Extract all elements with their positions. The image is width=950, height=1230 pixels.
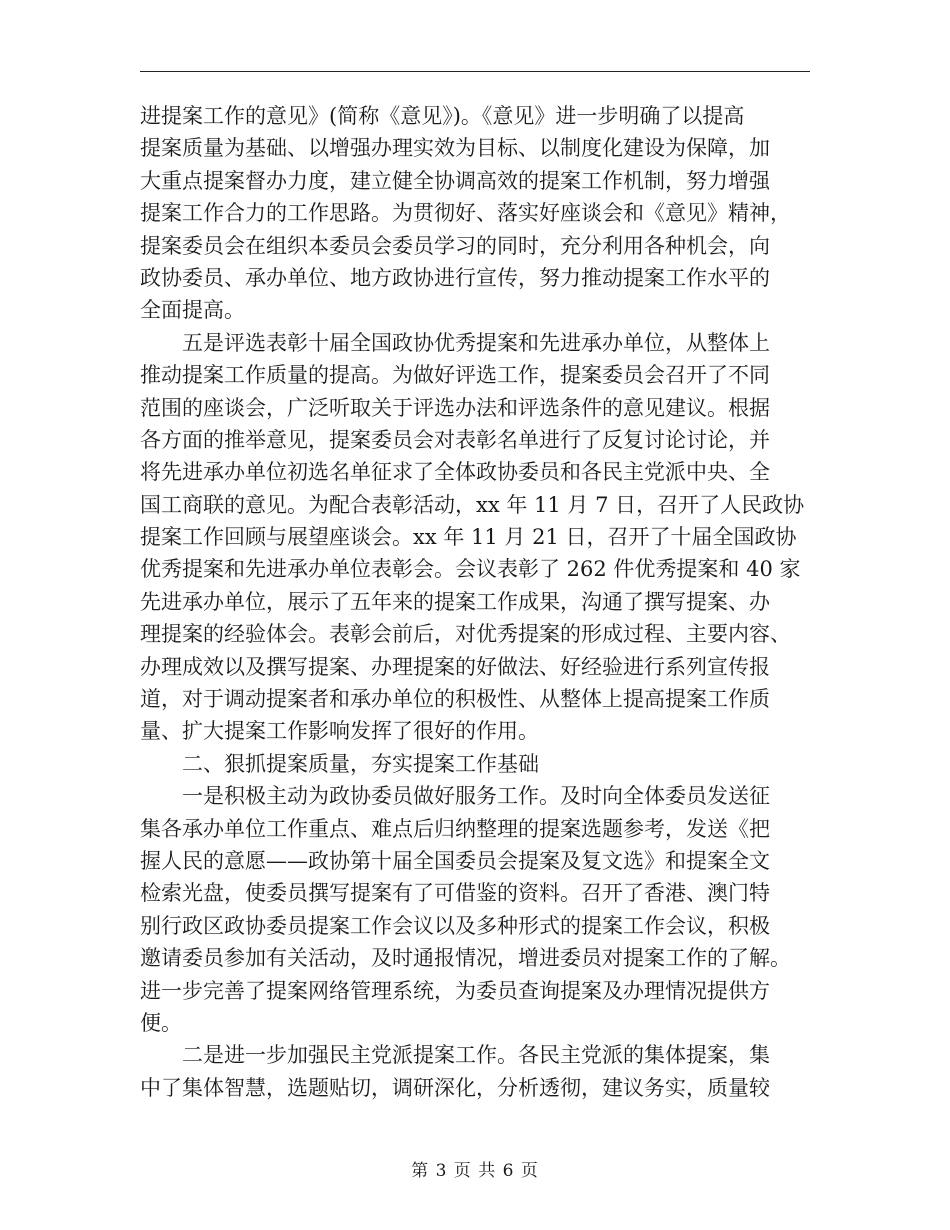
text-line: 提案质量为基础、以增强办理实效为目标、以制度化建设为保障，加 [140,136,770,161]
text-line: 五是评选表彰十届全国政协优秀提案和先进承办单位，从整体上 [140,330,770,355]
text-line: 邀请委员参加有关活动，及时通报情况，增进委员对提案工作的了解。 [140,946,791,971]
page-number-footer: 第 3 页 共 6 页 [411,1161,539,1181]
section-heading: 二、狠抓提案质量，夯实提案工作基础 [140,751,539,776]
text-line: 便。 [140,1010,182,1035]
text-line: 优秀提案和先进承办单位表彰会。会议表彰了 262 件优秀提案和 40 家 [140,557,801,582]
text-line: 提案工作回顾与展望座谈会。xx 年 11 月 21 日，召开了十届全国政协 [140,525,797,550]
text-line: 将先进承办单位初选名单征求了全体政协委员和各民主党派中央、全 [140,460,770,485]
text-line: 大重点提案督办力度，建立健全协调高效的提案工作机制，努力增强 [140,168,770,193]
text-line: 中了集体智慧，选题贴切，调研深化，分析透彻，建议务实，质量较 [140,1075,770,1100]
text-line: 一是积极主动为政协委员做好服务工作。及时向全体委员发送征 [140,784,770,809]
text-line: 推动提案工作质量的提高。为做好评选工作，提案委员会召开了不同 [140,363,770,388]
text-line: 各方面的推举意见，提案委员会对表彰名单进行了反复讨论讨论，并 [140,427,770,452]
header-rule [140,71,810,72]
text-line: 办理成效以及撰写提案、办理提案的好做法、好经验进行系列宣传报 [140,654,770,679]
text-line: 全面提高。 [140,298,245,323]
text-line: 进提案工作的意见》(简称《意见》)。《意见》进一步明确了以提高 [140,104,745,128]
text-line: 先进承办单位，展示了五年来的提案工作成果，沟通了撰写提案、办 [140,589,770,614]
text-line: 握人民的意愿——政协第十届全国委员会提案及复文选》和提案全文 [140,848,770,873]
text-line: 提案工作合力的工作思路。为贯彻好、落实好座谈会和《意见》精神， [140,201,791,226]
text-line: 道，对于调动提案者和承办单位的积极性、从整体上提高提案工作质 [140,687,770,712]
text-line: 别行政区政协委员提案工作会议以及多种形式的提案工作会议，积极 [140,913,770,938]
text-line: 提案委员会在组织本委员会委员学习的同时，充分利用各种机会，向 [140,233,770,258]
text-line: 量、扩大提案工作影响发挥了很好的作用。 [140,719,539,744]
text-line: 国工商联的意见。为配合表彰活动，xx 年 11 月 7 日，召开了人民政协 [140,492,805,517]
text-line: 二是进一步加强民主党派提案工作。各民主党派的集体提案，集 [140,1043,770,1068]
text-line: 政协委员、承办单位、地方政协进行宣传，努力推动提案工作水平的 [140,265,770,290]
text-line: 检索光盘，使委员撰写提案有了可借鉴的资料。召开了香港、澳门特 [140,881,770,906]
text-line: 集各承办单位工作重点、难点后归纳整理的提案选题参考，发送《把 [140,816,770,841]
body-text [140,100,810,1104]
text-line: 进一步完善了提案网络管理系统，为委员查询提案及办理情况提供方 [140,978,770,1003]
text-line: 理提案的经验体会。表彰会前后，对优秀提案的形成过程、主要内容、 [140,622,791,647]
text-line: 范围的座谈会，广泛听取关于评选办法和评选条件的意见建议。根据 [140,395,770,420]
